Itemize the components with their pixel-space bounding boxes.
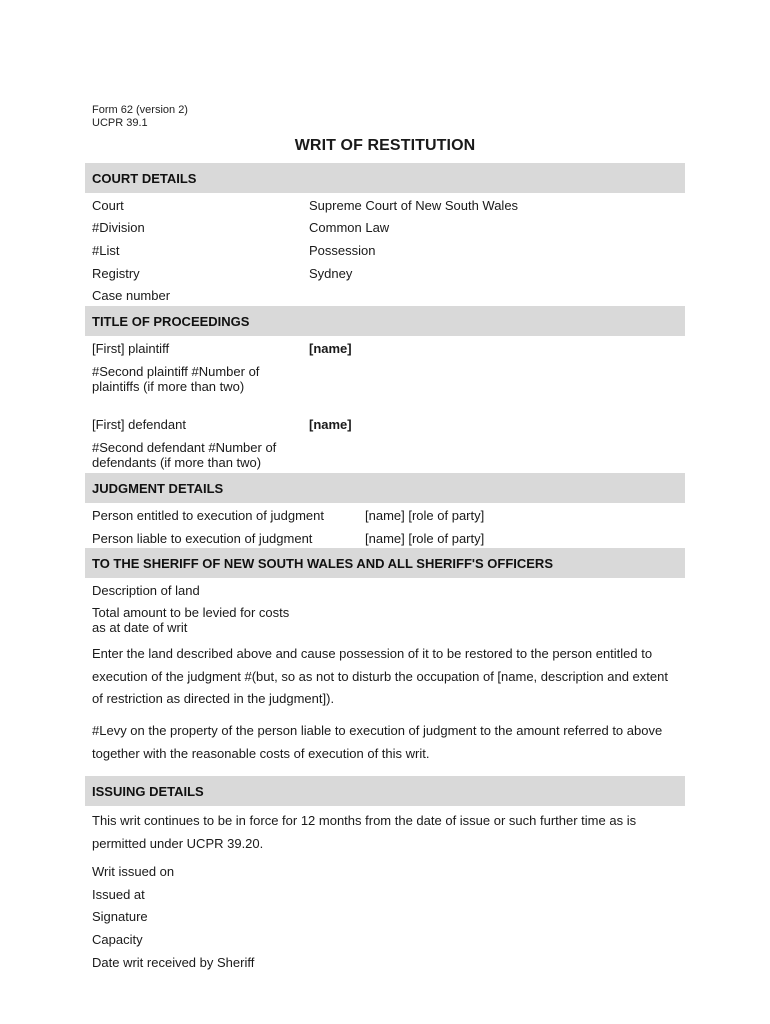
registry-value: Sydney xyxy=(309,266,353,281)
second-plaintiff-label: #Second plaintiff #Number of plaintiffs (if more than two) xyxy=(92,364,260,394)
form-reference xyxy=(92,104,188,130)
section-heading: COURT DETAILS xyxy=(92,171,197,186)
document-title: WRIT OF RESTITUTION xyxy=(294,137,476,154)
list-label: #List xyxy=(92,243,120,258)
validity-paragraph: This writ continues to be in force for 12 months from the date of issue or such further time as is permitted under UCPR 39.20. xyxy=(92,813,637,851)
liable-person-label: Person liable to execution of judgment xyxy=(92,531,313,546)
section-issuing-details xyxy=(85,776,685,806)
division-value: Common Law xyxy=(309,220,390,235)
first-defendant-label: [First] defendant xyxy=(92,417,186,432)
entitled-person-label: Person entitled to execution of judgment xyxy=(92,508,324,523)
first-plaintiff-value: [name] xyxy=(309,341,352,356)
section-heading: TITLE OF PROCEEDINGS xyxy=(92,314,250,329)
first-plaintiff-label: [First] plaintiff xyxy=(92,341,170,356)
division-label: #Division xyxy=(92,220,145,235)
signature-label: Signature xyxy=(92,909,148,924)
case-number-label: Case number xyxy=(92,288,171,303)
court-label: Court xyxy=(92,198,124,213)
registry-label: Registry xyxy=(92,266,140,281)
land-description-label: Description of land xyxy=(92,583,200,598)
rule-reference: UCPR 39.1 xyxy=(92,117,148,129)
issued-on-label: Writ issued on xyxy=(92,864,175,879)
capacity-label: Capacity xyxy=(92,932,143,947)
entitled-person-value: [name] [role of party] xyxy=(365,508,485,523)
section-sheriff xyxy=(85,548,685,578)
liable-person-value: [name] [role of party] xyxy=(365,531,485,546)
section-heading: ISSUING DETAILS xyxy=(92,784,204,799)
section-title-of-proceedings xyxy=(85,306,685,336)
section-judgment-details xyxy=(85,473,685,503)
levy-paragraph: #Levy on the property of the person liable to execution of judgment to the amount referred to above together with the reasonable costs of execution of this writ. xyxy=(92,723,663,761)
list-value: Possession xyxy=(309,243,376,258)
first-defendant-value: [name] xyxy=(309,417,352,432)
issued-at-label: Issued at xyxy=(92,887,145,902)
restitution-paragraph: Enter the land described above and cause possession of it to be restored to the person entitled to execution of the judgment #(but, so as not to disturb the occupation of [name, description and extent of restriction as directed in the judgment]). xyxy=(92,646,668,706)
section-court-details xyxy=(85,163,685,193)
amount-levied-label: Total amount to be levied for costs as at date of writ xyxy=(92,605,290,635)
date-received-label: Date writ received by Sheriff xyxy=(92,955,255,970)
court-value: Supreme Court of New South Wales xyxy=(309,198,519,213)
second-defendant-label: #Second defendant #Number of defendants (if more than two) xyxy=(92,440,277,470)
section-heading: JUDGMENT DETAILS xyxy=(92,481,224,496)
section-heading: TO THE SHERIFF OF NEW SOUTH WALES AND ALL SHERIFF'S OFFICERS xyxy=(92,556,553,571)
form-number: Form 62 (version 2) xyxy=(92,104,188,116)
